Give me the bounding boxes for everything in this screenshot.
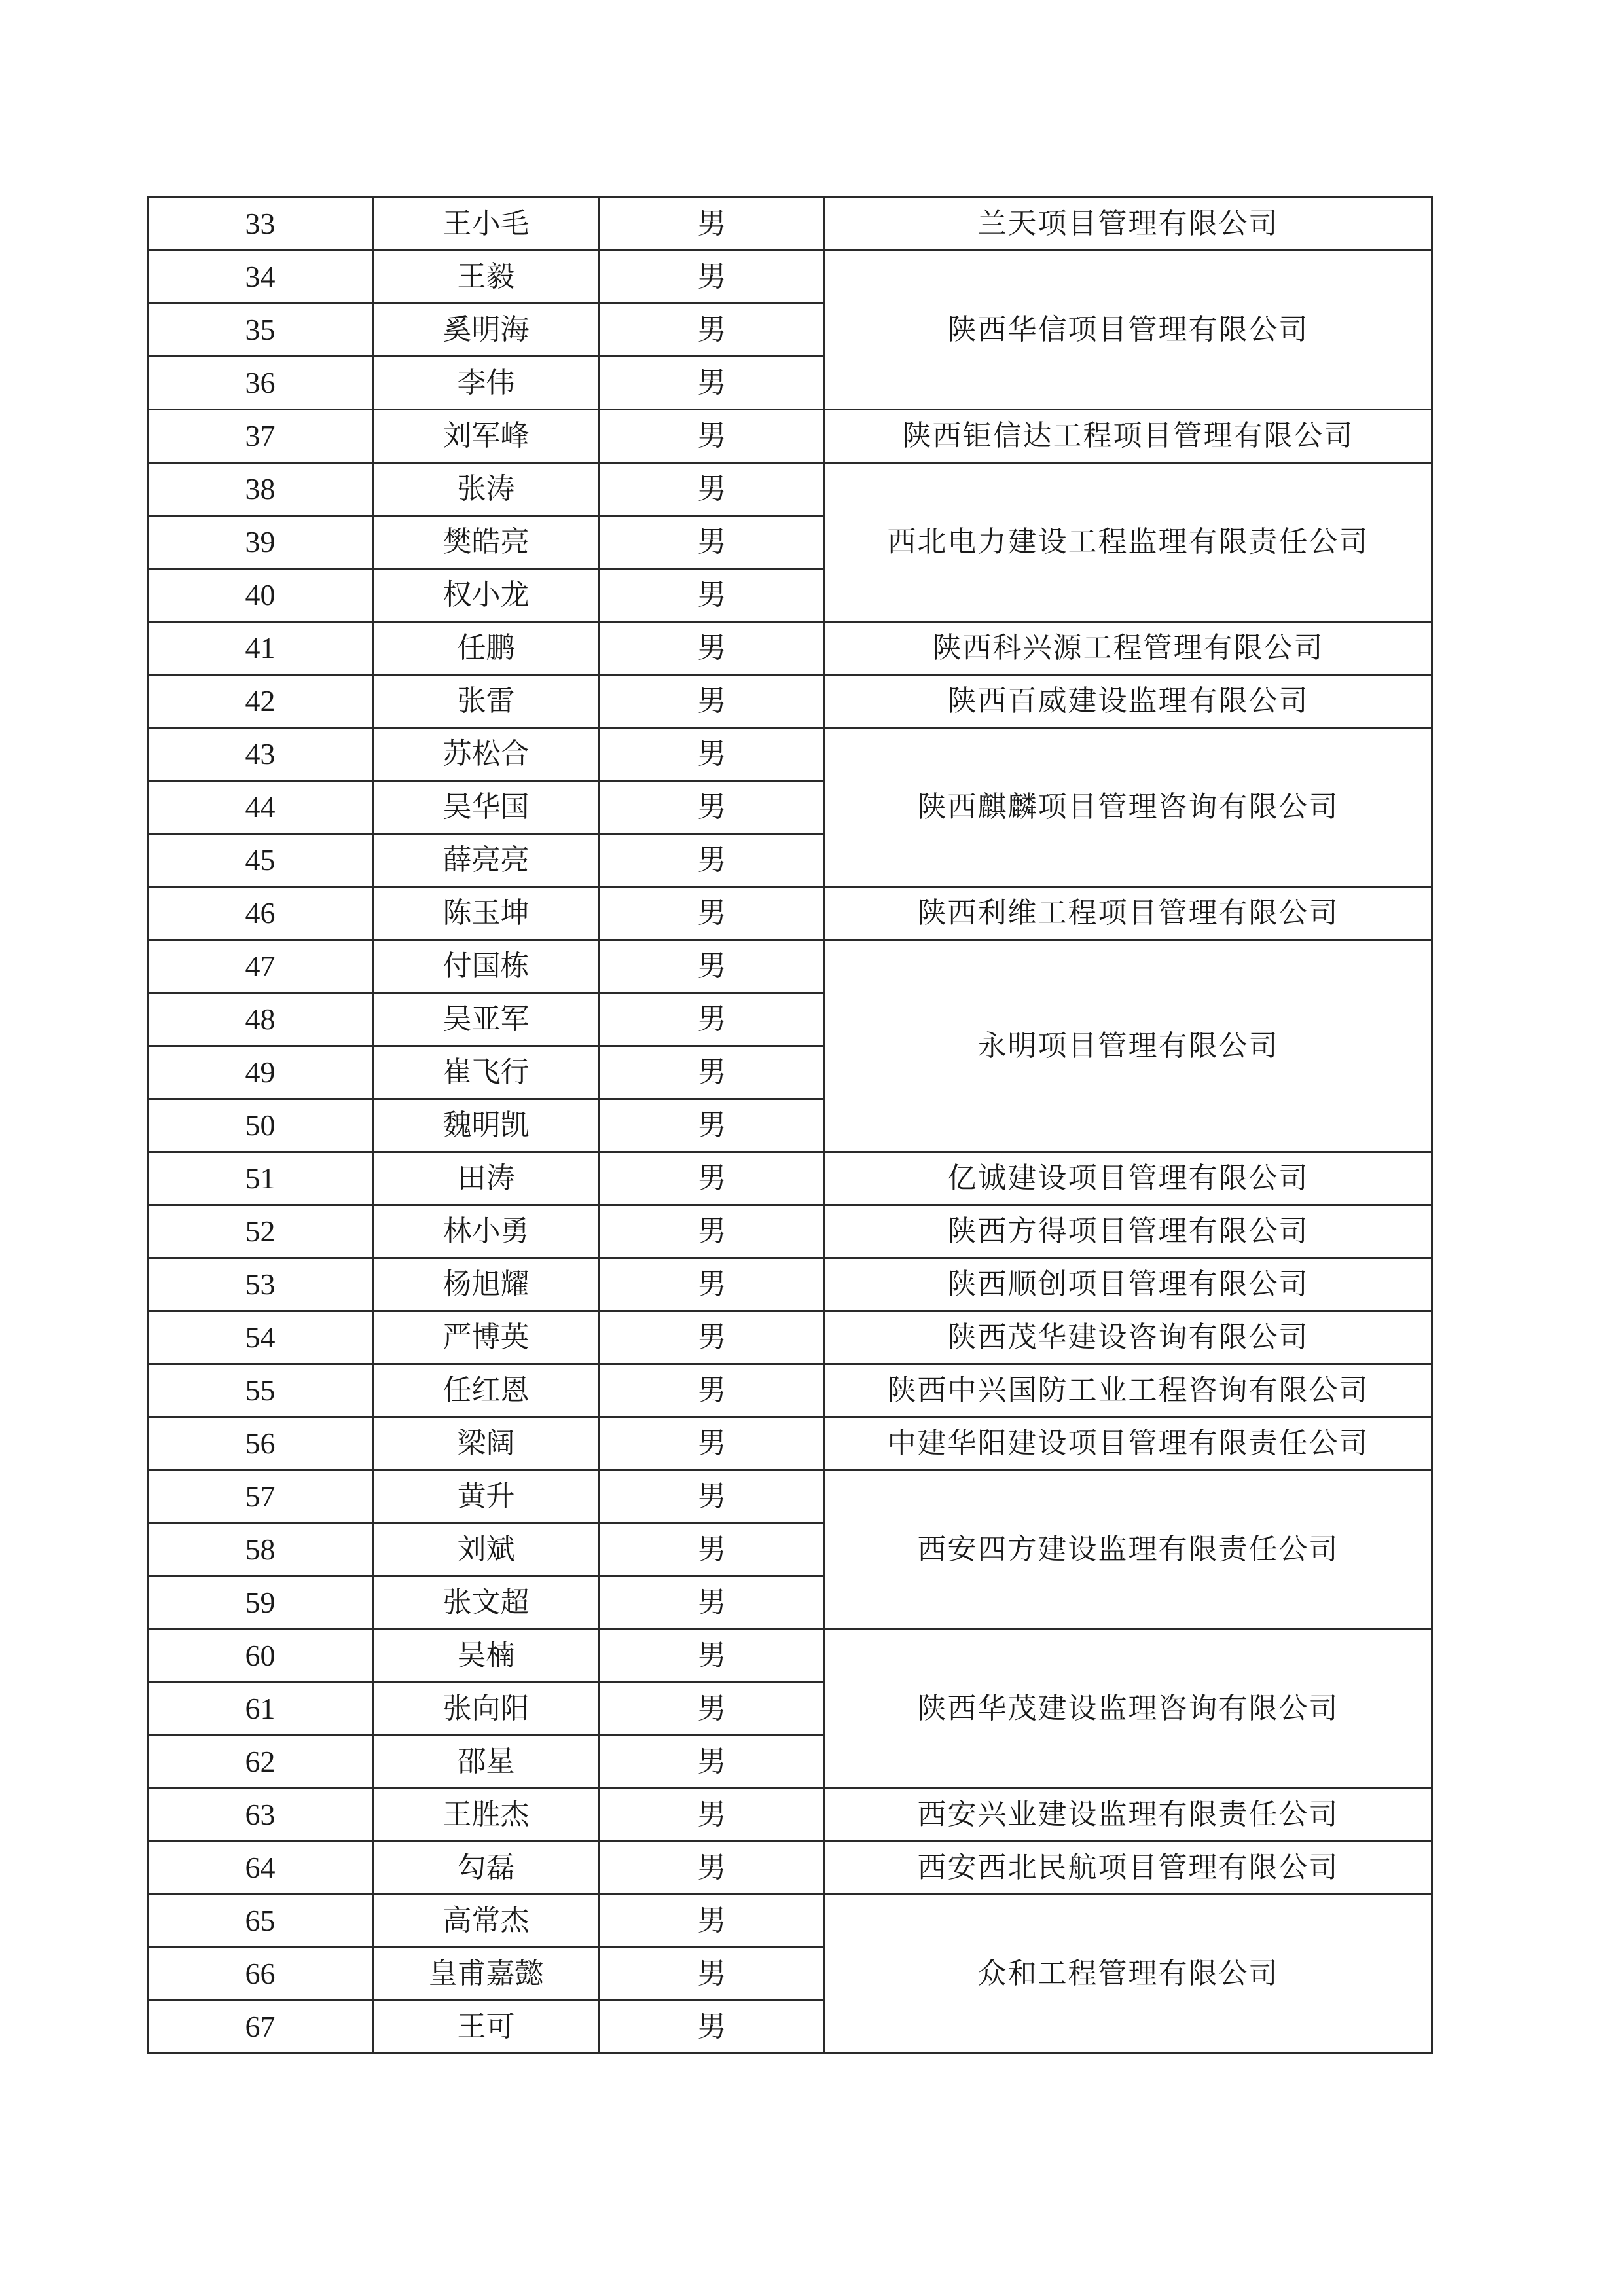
gender-cell: 男 [600,834,825,887]
row-number-cell: 47 [148,940,373,993]
gender-cell: 男 [600,1099,825,1152]
gender-cell: 男 [600,781,825,834]
company-cell: 中建华阳建设项目管理有限责任公司 [825,1417,1432,1470]
table-row [148,1152,1432,1205]
table-row [148,1789,1432,1842]
name-cell: 吴楠 [373,1630,600,1683]
gender-cell: 男 [600,675,825,728]
table-row [148,1417,1432,1470]
table-row [148,622,1432,675]
row-number-cell: 65 [148,1895,373,1948]
row-number-cell: 35 [148,304,373,357]
gender-cell: 男 [600,622,825,675]
name-cell: 林小勇 [373,1205,600,1258]
gender-cell: 男 [600,1523,825,1576]
row-number-cell: 59 [148,1576,373,1630]
table-row [148,1258,1432,1311]
gender-cell: 男 [600,463,825,516]
row-number-cell: 51 [148,1152,373,1205]
gender-cell: 男 [600,304,825,357]
company-cell: 陕西顺创项目管理有限公司 [825,1258,1432,1311]
company-cell: 西北电力建设工程监理有限责任公司 [825,463,1432,622]
row-number-cell: 42 [148,675,373,728]
name-cell: 王可 [373,2001,600,2054]
row-number-cell: 52 [148,1205,373,1258]
gender-cell: 男 [600,1948,825,2001]
company-cell: 兰天项目管理有限公司 [825,198,1432,251]
name-cell: 严博英 [373,1311,600,1364]
personnel-table [147,196,1433,2054]
name-cell: 田涛 [373,1152,600,1205]
row-number-cell: 64 [148,1842,373,1895]
name-cell: 权小龙 [373,569,600,622]
name-cell: 陈玉坤 [373,887,600,940]
name-cell: 高常杰 [373,1895,600,1948]
company-cell: 西安四方建设监理有限责任公司 [825,1470,1432,1630]
company-cell: 陕西麒麟项目管理咨询有限公司 [825,728,1432,887]
name-cell: 付国栋 [373,940,600,993]
table-body [148,198,1432,2054]
name-cell: 黄升 [373,1470,600,1523]
gender-cell: 男 [600,2001,825,2054]
name-cell: 薛亮亮 [373,834,600,887]
gender-cell: 男 [600,1364,825,1417]
name-cell: 梁阔 [373,1417,600,1470]
company-cell: 陕西茂华建设咨询有限公司 [825,1311,1432,1364]
row-number-cell: 34 [148,251,373,304]
row-number-cell: 60 [148,1630,373,1683]
company-cell: 陕西百威建设监理有限公司 [825,675,1432,728]
gender-cell: 男 [600,728,825,781]
company-cell: 西安兴业建设监理有限责任公司 [825,1789,1432,1842]
row-number-cell: 39 [148,516,373,569]
company-cell: 西安西北民航项目管理有限公司 [825,1842,1432,1895]
table-row [148,1205,1432,1258]
table-row [148,198,1432,251]
table-row [148,251,1432,304]
gender-cell: 男 [600,1842,825,1895]
gender-cell: 男 [600,1895,825,1948]
name-cell: 任鹏 [373,622,600,675]
name-cell: 张涛 [373,463,600,516]
gender-cell: 男 [600,1470,825,1523]
name-cell: 樊皓亮 [373,516,600,569]
name-cell: 吴亚军 [373,993,600,1046]
gender-cell: 男 [600,887,825,940]
name-cell: 皇甫嘉懿 [373,1948,600,2001]
row-number-cell: 41 [148,622,373,675]
row-number-cell: 38 [148,463,373,516]
name-cell: 魏明凯 [373,1099,600,1152]
table-row [148,1470,1432,1523]
name-cell: 王毅 [373,251,600,304]
gender-cell: 男 [600,1630,825,1683]
row-number-cell: 58 [148,1523,373,1576]
gender-cell: 男 [600,1258,825,1311]
table-row [148,463,1432,516]
row-number-cell: 40 [148,569,373,622]
gender-cell: 男 [600,410,825,463]
table-row [148,940,1432,993]
table-row [148,1842,1432,1895]
name-cell: 王胜杰 [373,1789,600,1842]
row-number-cell: 33 [148,198,373,251]
name-cell: 吴华国 [373,781,600,834]
table-row [148,887,1432,940]
table-row [148,1364,1432,1417]
table-row [148,410,1432,463]
row-number-cell: 46 [148,887,373,940]
row-number-cell: 43 [148,728,373,781]
gender-cell: 男 [600,1152,825,1205]
row-number-cell: 66 [148,1948,373,2001]
row-number-cell: 37 [148,410,373,463]
company-cell: 陕西科兴源工程管理有限公司 [825,622,1432,675]
gender-cell: 男 [600,1576,825,1630]
gender-cell: 男 [600,940,825,993]
gender-cell: 男 [600,569,825,622]
company-cell: 陕西钜信达工程项目管理有限公司 [825,410,1432,463]
gender-cell: 男 [600,1205,825,1258]
table-row [148,675,1432,728]
table-row [148,1630,1432,1683]
name-cell: 张向阳 [373,1683,600,1736]
row-number-cell: 50 [148,1099,373,1152]
row-number-cell: 56 [148,1417,373,1470]
gender-cell: 男 [600,357,825,410]
row-number-cell: 36 [148,357,373,410]
row-number-cell: 48 [148,993,373,1046]
name-cell: 杨旭耀 [373,1258,600,1311]
name-cell: 张文超 [373,1576,600,1630]
table-row [148,728,1432,781]
gender-cell: 男 [600,1311,825,1364]
company-cell: 陕西华茂建设监理咨询有限公司 [825,1630,1432,1789]
company-cell: 陕西利维工程项目管理有限公司 [825,887,1432,940]
name-cell: 王小毛 [373,198,600,251]
row-number-cell: 61 [148,1683,373,1736]
name-cell: 勾磊 [373,1842,600,1895]
gender-cell: 男 [600,1417,825,1470]
row-number-cell: 67 [148,2001,373,2054]
name-cell: 任红恩 [373,1364,600,1417]
row-number-cell: 62 [148,1736,373,1789]
table-row [148,1311,1432,1364]
company-cell: 陕西华信项目管理有限公司 [825,251,1432,410]
gender-cell: 男 [600,1683,825,1736]
company-cell: 陕西方得项目管理有限公司 [825,1205,1432,1258]
gender-cell: 男 [600,993,825,1046]
row-number-cell: 57 [148,1470,373,1523]
gender-cell: 男 [600,198,825,251]
name-cell: 刘斌 [373,1523,600,1576]
name-cell: 李伟 [373,357,600,410]
name-cell: 苏松合 [373,728,600,781]
company-cell: 众和工程管理有限公司 [825,1895,1432,2054]
name-cell: 奚明海 [373,304,600,357]
company-cell: 永明项目管理有限公司 [825,940,1432,1152]
name-cell: 崔飞行 [373,1046,600,1099]
row-number-cell: 53 [148,1258,373,1311]
row-number-cell: 54 [148,1311,373,1364]
gender-cell: 男 [600,1046,825,1099]
row-number-cell: 44 [148,781,373,834]
row-number-cell: 63 [148,1789,373,1842]
table-row [148,1895,1432,1948]
company-cell: 亿诚建设项目管理有限公司 [825,1152,1432,1205]
name-cell: 刘军峰 [373,410,600,463]
row-number-cell: 49 [148,1046,373,1099]
row-number-cell: 45 [148,834,373,887]
gender-cell: 男 [600,251,825,304]
row-number-cell: 55 [148,1364,373,1417]
name-cell: 张雷 [373,675,600,728]
gender-cell: 男 [600,1736,825,1789]
company-cell: 陕西中兴国防工业工程咨询有限公司 [825,1364,1432,1417]
gender-cell: 男 [600,516,825,569]
name-cell: 邵星 [373,1736,600,1789]
gender-cell: 男 [600,1789,825,1842]
